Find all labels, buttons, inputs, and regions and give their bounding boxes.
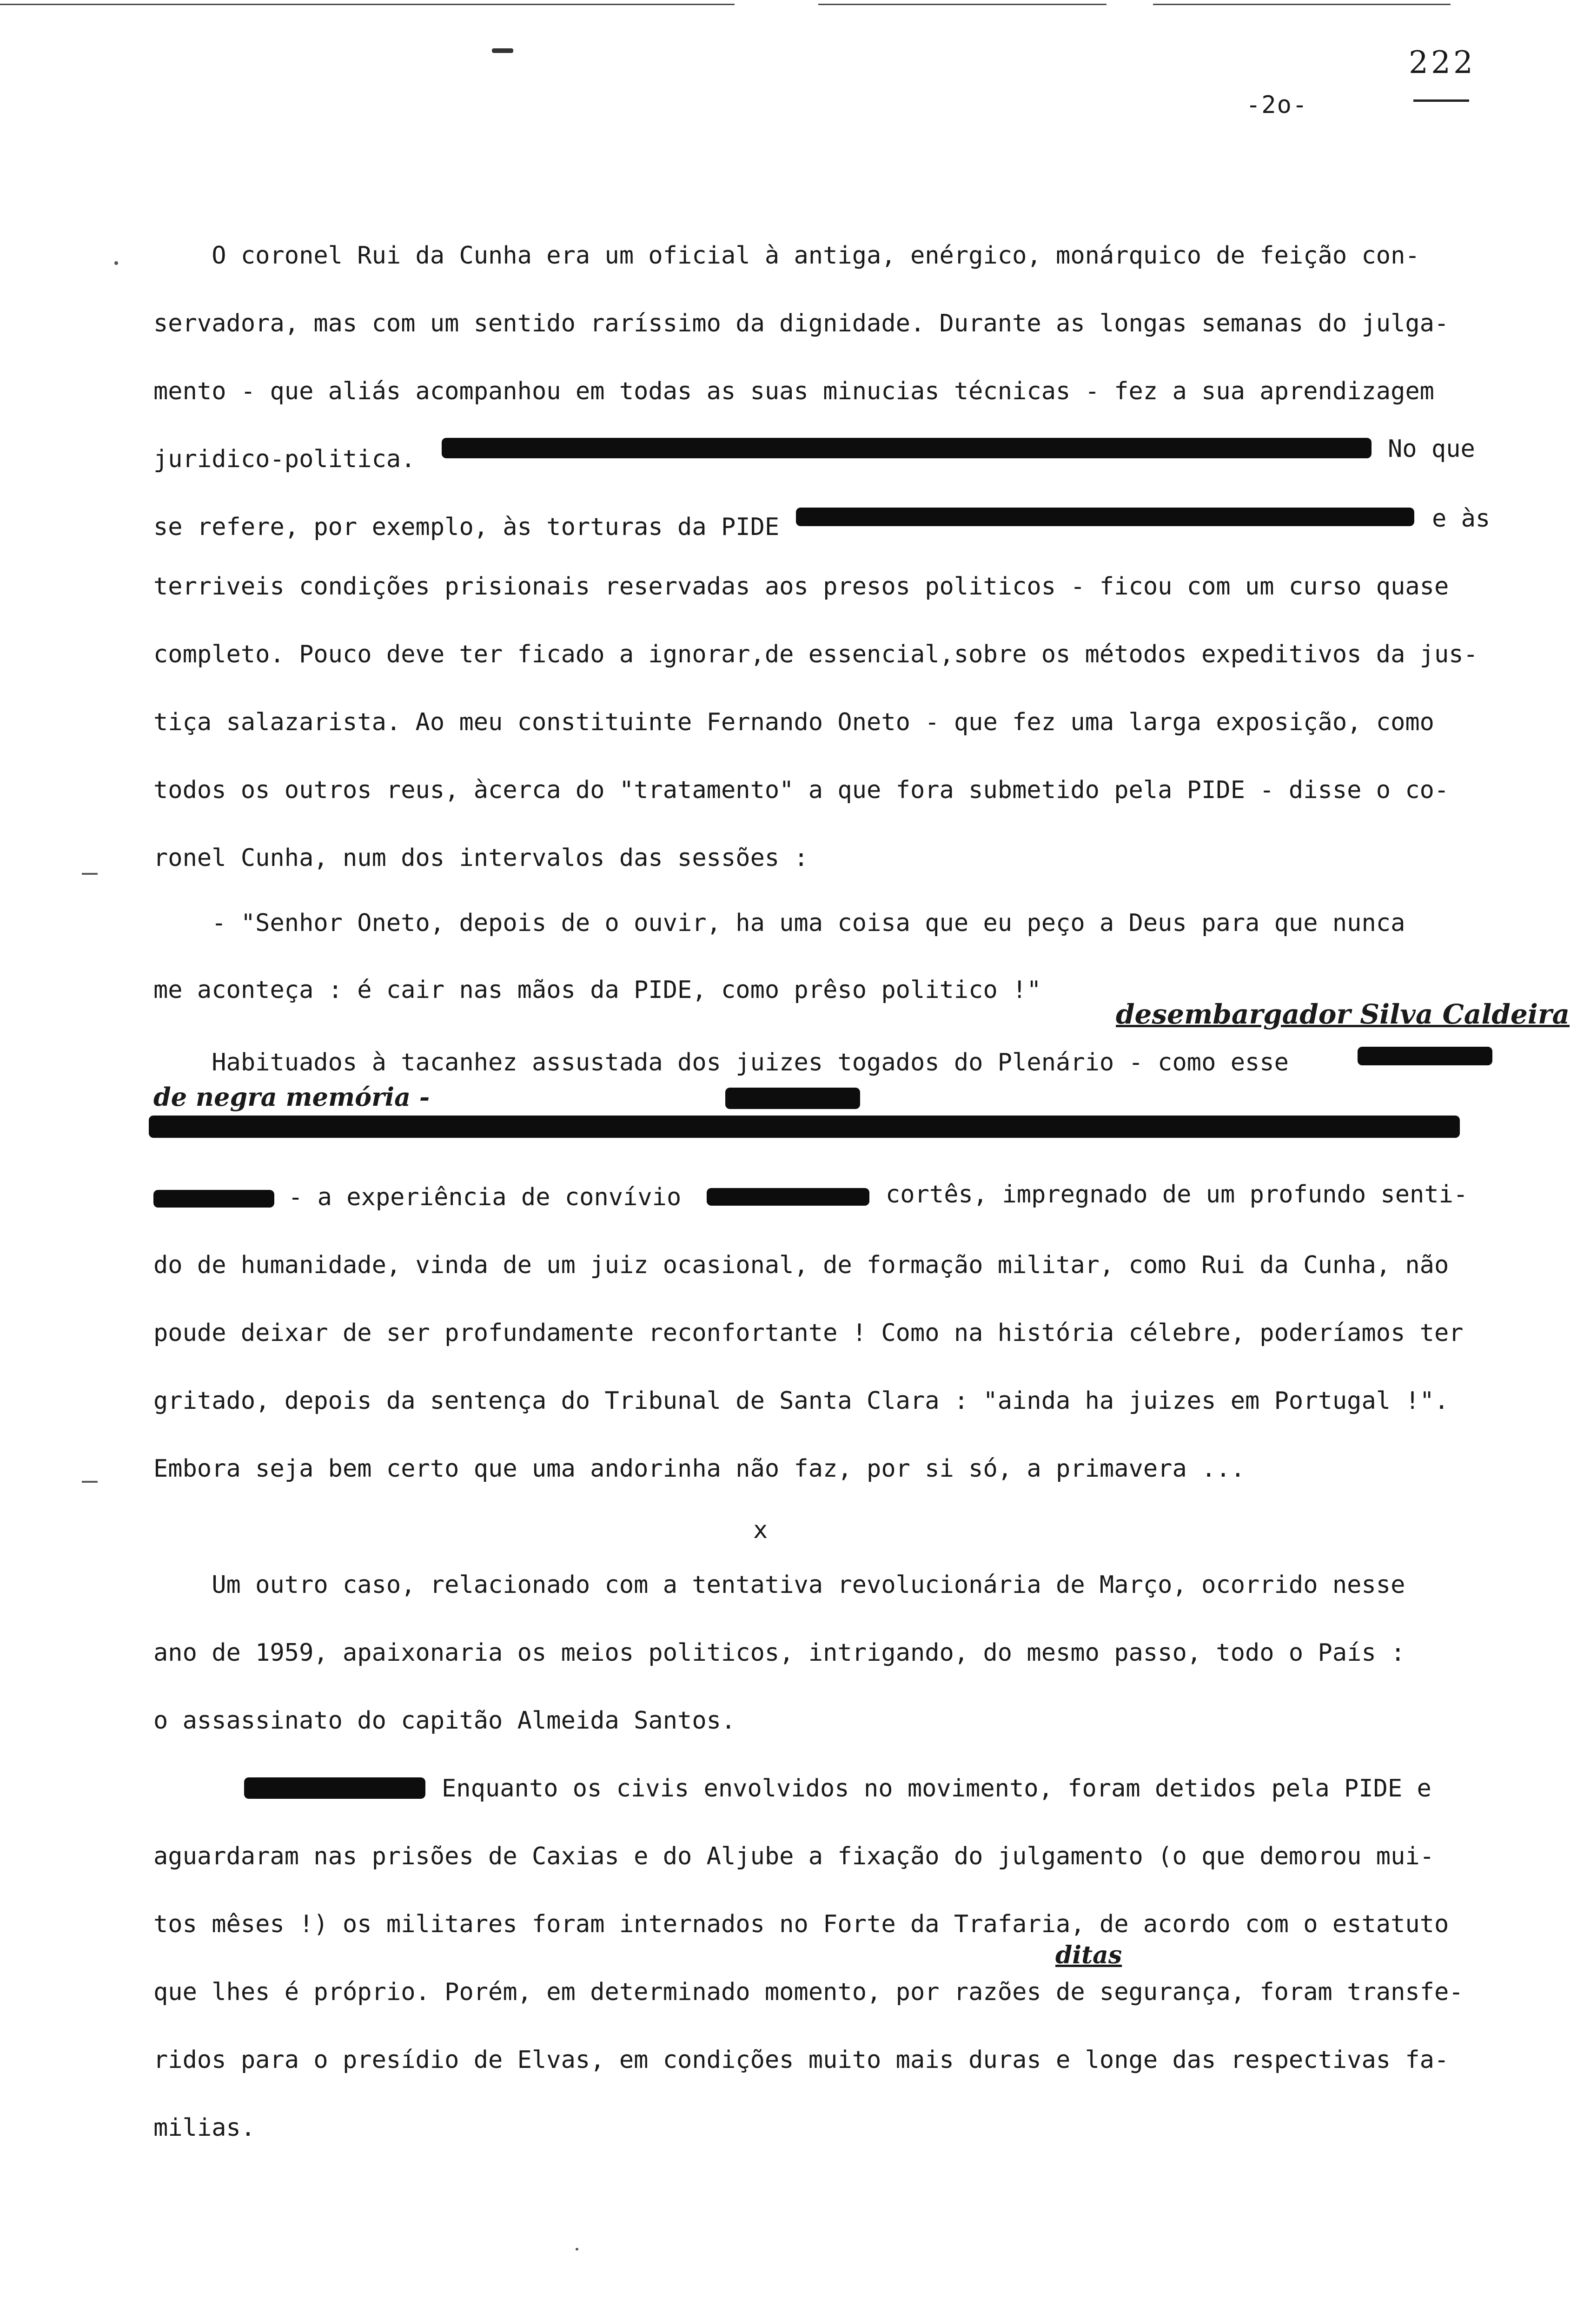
text-line: todos os outros reus, àcerca do "tratamento" a que fora submetido pela PIDE - disse o co- <box>153 776 1449 804</box>
text-line: Enquanto os civis envolvidos no movimento, foram detidos pela PIDE e <box>442 1775 1431 1802</box>
text-line: o assassinato do capitão Almeida Santos. <box>153 1707 736 1735</box>
scan-edge-line <box>1153 4 1451 5</box>
margin-mark <box>114 261 118 265</box>
text-line: Embora seja bem certo que uma andorinha não faz, por si só, a primavera ... <box>153 1455 1245 1483</box>
text-line: milias. <box>153 2114 256 2142</box>
text-line: juridico-politica. <box>153 445 416 473</box>
text-line: Habituados à tacanhez assustada dos juizes togados do Plenário - como esse <box>153 1049 1289 1076</box>
redaction-bar <box>796 508 1414 526</box>
text-line: terriveis condições prisionais reservadas aos presos politicos - ficou com um curso quase <box>153 573 1449 601</box>
text-line: ridos para o presídio de Elvas, em condições muito mais duras e longe das respectivas fa- <box>153 2046 1449 2074</box>
scan-mark <box>492 48 513 53</box>
text-line: do de humanidade, vinda de um juiz ocasional, de formação militar, como Rui da Cunha, não <box>153 1251 1449 1279</box>
text-line: ronel Cunha, num dos intervalos das sessões : <box>153 844 808 872</box>
handwritten-annotation: ditas <box>1055 1941 1122 1969</box>
text-line: servadora, mas com um sentido raríssimo da dignidade. Durante as longas semanas do julga- <box>153 310 1449 337</box>
handwritten-annotation: desembargador Silva Caldeira <box>1116 998 1570 1030</box>
text-line: que lhes é próprio. Porém, em determinado momento, por razões de segurança, foram transfe- <box>153 1978 1464 2006</box>
scan-mark <box>576 2248 578 2251</box>
text-line: completo. Pouco deve ter ficado a ignorar,de essencial,sobre os métodos expeditivos da jus- <box>153 640 1478 668</box>
text-line: O coronel Rui da Cunha era um oficial à antiga, enérgico, monárquico de feição con- <box>153 242 1420 270</box>
redaction-bar <box>442 438 1372 458</box>
handwritten-annotation: de negra memória - <box>153 1082 430 1112</box>
text-line: gritado, depois da sentença do Tribunal de Santa Clara : "ainda ha juizes em Portugal !". <box>153 1387 1449 1415</box>
redaction-bar <box>153 1190 274 1208</box>
scan-edge-line <box>818 4 1107 5</box>
text-line: poude deixar de ser profundamente reconfortante ! Como na história célebre, poderíamos ter <box>153 1319 1464 1347</box>
handwritten-page-number: 222 <box>1409 45 1476 80</box>
redaction-bar <box>149 1116 1460 1138</box>
page-number: -2o- <box>1246 91 1308 119</box>
text-line: - a experiência de convívio <box>288 1183 682 1211</box>
handwritten-underline <box>1413 99 1469 102</box>
text-line: se refere, por exemplo, às torturas da PIDE <box>153 513 780 541</box>
text-line: aguardaram nas prisões de Caxias e do Aljube a fixação do julgamento (o que demorou mui- <box>153 1842 1434 1870</box>
scan-edge-line <box>0 4 735 5</box>
redaction-bar <box>1358 1047 1492 1065</box>
text-line: e às <box>1432 505 1491 533</box>
margin-mark <box>82 1481 98 1483</box>
redaction-bar <box>707 1188 869 1206</box>
text-line: me aconteça : é cair nas mãos da PIDE, como prêso politico !" <box>153 976 1041 1004</box>
text-line: cortês, impregnado de um profundo senti- <box>886 1181 1468 1208</box>
text-line: Um outro caso, relacionado com a tentativa revolucionária de Março, ocorrido nesse <box>153 1571 1405 1599</box>
text-line: No que <box>1388 435 1475 463</box>
redaction-bar <box>725 1088 860 1109</box>
text-line: tiça salazarista. Ao meu constituinte Fernando Oneto - que fez uma larga exposição, como <box>153 708 1434 736</box>
text-line: - "Senhor Oneto, depois de o ouvir, ha uma coisa que eu peço a Deus para que nunca <box>153 909 1405 937</box>
redaction-bar <box>244 1777 425 1799</box>
text-line: ano de 1959, apaixonaria os meios politicos, intrigando, do mesmo passo, todo o País : <box>153 1639 1405 1667</box>
margin-mark <box>82 873 98 875</box>
section-divider: x <box>753 1516 768 1544</box>
text-line: mento - que aliás acompanhou em todas as suas minucias técnicas - fez a sua aprendizagem <box>153 377 1434 405</box>
text-line: tos mêses !) os militares foram internados no Forte da Trafaria, de acordo com o estatuto <box>153 1910 1449 1938</box>
